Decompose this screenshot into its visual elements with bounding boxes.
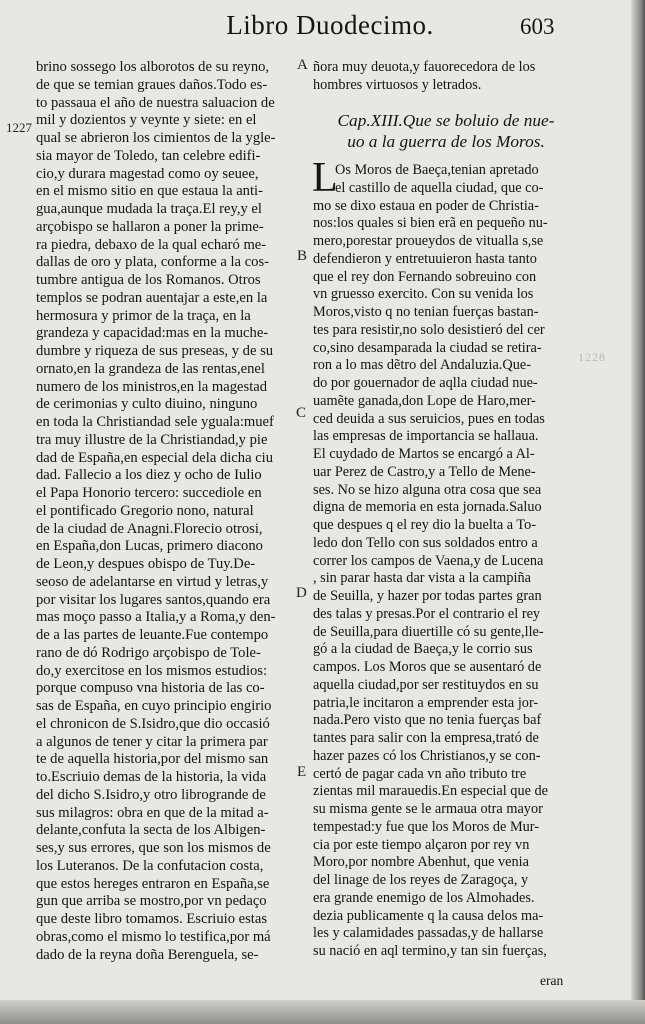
text-line: rano de dó Rodrigo arçobispo de Tole- bbox=[36, 644, 261, 661]
text-line: que despues q el rey dio la buelta a To- bbox=[313, 517, 537, 533]
text-line: por visitar los lugares santos,quando era bbox=[36, 591, 271, 608]
text-line: des talas y presas.Por el contrario el rey bbox=[313, 605, 541, 622]
text-line: en España,don Lucas, primero diacono bbox=[36, 538, 263, 555]
text-line: era grande enemigo de los Almohades. bbox=[313, 889, 535, 906]
text-line: dallas de oro y plata, conforme a la cos- bbox=[36, 254, 270, 271]
margin-marker-b: B bbox=[297, 248, 308, 264]
text-line: Moros,visto q no tenian fuerças bastan- bbox=[313, 304, 539, 320]
margin-marker-a: A bbox=[297, 57, 308, 73]
text-line: los Luteranos. De la confutacion costa, bbox=[36, 857, 264, 874]
text-line: su misma gente se le armaua otra mayor bbox=[313, 801, 543, 817]
page-edge-shadow bbox=[631, 0, 645, 1024]
text-line: su nació en aql termino,y tan sin fuerças, bbox=[313, 943, 547, 959]
text-line: las empresas de importancia se hallaua. bbox=[313, 428, 539, 445]
page-bottom-shadow bbox=[0, 1000, 645, 1024]
text-line: ses. No se hizo alguna otra cosa que sea bbox=[313, 481, 542, 498]
text-line: delante,confuta la secta de los Albigen- bbox=[36, 822, 266, 839]
text-line: ra piedra, debaxo de la qual echaró me- bbox=[36, 236, 267, 253]
text-line: el pontificado Gregorio nono, natural bbox=[36, 502, 254, 519]
text-line: de cerimonias y culto diuino, ninguno bbox=[36, 396, 258, 413]
text-line: en el mismo sitio en que estaua la anti- bbox=[36, 183, 263, 200]
text-line: digna de memoria en esta jornada.Saluo bbox=[313, 499, 542, 516]
text-line: do por gouernador de aqlla ciudad nue- bbox=[313, 375, 538, 391]
text-line: tempestad:y fue que los Moros de Mur- bbox=[313, 818, 540, 835]
text-line: dado de la reyna doña Berenguela, se- bbox=[36, 946, 259, 963]
text-line: defendieron y entretuuieron hasta tanto bbox=[313, 250, 537, 267]
text-line: mero,porestar proueydos de vitualla s,se bbox=[313, 233, 544, 249]
text-line: correr los campos de Vaena,y de Lucena bbox=[313, 552, 544, 569]
text-line: qual se abrieron los cimientos de la ygle- bbox=[36, 130, 276, 146]
text-line: dad. Fallecio a los diez y ocho de Iulio bbox=[36, 467, 262, 484]
text-line: hermosura y primor de la traça, en la bbox=[36, 307, 251, 324]
text-line: ses,y sus errores, que son los mismos de bbox=[36, 840, 271, 856]
text-line: obras,como el mismo lo testifica,por má bbox=[36, 928, 271, 945]
margin-marker-e: E bbox=[297, 764, 307, 780]
text-line: patria,le incitaron a emprender esta jor- bbox=[313, 694, 539, 711]
text-line: seoso de adelantarse en virtud y letras,y bbox=[36, 573, 269, 590]
text-line: vn gruesso exercito. Con su venida los bbox=[313, 286, 534, 303]
text-line: les y calamidades passadas,y de hallarse bbox=[313, 925, 544, 942]
running-title: Libro Duodecimo. bbox=[226, 10, 434, 40]
text-line: que estos hereges entraron en España,se bbox=[36, 875, 270, 892]
text-line: Os Moros de Baeça,tenian apretado bbox=[335, 162, 539, 178]
text-line: templos se podran auentajar a este,en la bbox=[36, 289, 268, 306]
text-line: el chronicon de S.Isidro,que dio occasió bbox=[36, 715, 270, 732]
chapter-heading bbox=[313, 110, 579, 152]
text-line: mil y dozientos y veynte y siete: en el bbox=[36, 112, 257, 129]
text-line: dad de España,en especial dela dicha ciu bbox=[36, 449, 274, 466]
bleed-through-text: 1228 bbox=[578, 350, 606, 364]
chapter-heading-line: Cap.XIII.Que se boluio de nue- bbox=[337, 111, 555, 130]
text-line: Moro,por nombre Abenhut, que venia bbox=[313, 854, 529, 871]
right-column-body bbox=[313, 162, 579, 961]
text-line: brino sossego los alborotos de su reyno, bbox=[36, 59, 270, 75]
text-line: , sin parar hasta dar vista a la campiña bbox=[313, 570, 531, 587]
left-column bbox=[36, 59, 290, 964]
text-line: numero de los ministros,en la magestad bbox=[36, 378, 268, 395]
text-line: tantes para salir con la empresa,trató de bbox=[313, 730, 539, 746]
page-number: 603 bbox=[520, 14, 555, 39]
text-line: uar Perez de Castro,y a Tello de Mene- bbox=[313, 463, 536, 480]
text-line: co,sino desamparada la ciudad se retira- bbox=[313, 339, 542, 356]
text-line: tumbre antigua de los Romanos. Otros bbox=[36, 272, 261, 288]
text-line: grandeza y capacidad:mas en la muche- bbox=[36, 325, 269, 342]
text-line: porque compuso vna historia de las co- bbox=[36, 680, 265, 697]
drop-capital: L bbox=[312, 155, 338, 201]
text-line: ñora muy deuota,y fauorecedora de los bbox=[313, 59, 536, 75]
text-line: El cuydado de Martos se encargó a Al- bbox=[313, 446, 535, 462]
margin-year: 1227 bbox=[6, 120, 32, 135]
text-line: de Seuilla, y hazer por todas partes gran bbox=[313, 588, 542, 604]
text-line: cia por este tiempo alçaron por rey vn bbox=[313, 836, 530, 853]
margin-marker-d: D bbox=[296, 585, 307, 601]
text-line: tes para resistir,no solo desistieró del cer bbox=[313, 321, 545, 338]
text-line: de Leon,y despues obispo de Tuy.De- bbox=[36, 556, 256, 572]
catchword: eran bbox=[540, 973, 564, 988]
text-line: del linage de los reyes de Zaragoça, y bbox=[313, 872, 529, 888]
text-line: cio,y durara magestad como oy seuee, bbox=[36, 165, 259, 182]
text-line: el Papa Honorio tercero: succediole en bbox=[36, 485, 262, 501]
text-line: de a las partes de leuante.Fue contempo bbox=[36, 627, 269, 643]
text-line: de Seuilla,para diuertille có su gente,lle- bbox=[313, 623, 544, 640]
text-line: de la ciudad de Anagni.Florecio otrosi, bbox=[36, 520, 263, 537]
text-line: uamẽte ganada,don Lope de Haro,mer- bbox=[313, 392, 536, 409]
text-line: dezia publicamente q la causa delos ma- bbox=[313, 907, 544, 924]
text-line: ced deuida a sus seruicios, pues en todas bbox=[313, 410, 545, 427]
text-line: certó de pagar cada vn año tributo tre bbox=[313, 765, 527, 782]
text-line: mas moço passo a Italia,y a Roma,y den- bbox=[36, 609, 276, 626]
text-line: to passaua el año de nuestra saluacion de bbox=[36, 94, 275, 111]
text-line: ledo don Tello con sus soldados entro a bbox=[313, 534, 538, 551]
text-line: sus milagros: obra en que de la mitad a- bbox=[36, 804, 269, 821]
text-line: to.Escriuio demas de la historia, la vida bbox=[36, 769, 267, 785]
text-line: ornato,en la grandeza de las rentas,enel bbox=[36, 360, 265, 377]
text-line: do,y exercitose en los mismos estudios: bbox=[36, 662, 268, 679]
text-line: dumbre y riqueza de sus preseas, y de su bbox=[36, 343, 274, 359]
text-line: del dicho S.Isidro,y otro librogrande de bbox=[36, 786, 266, 803]
text-line: tra muy illustre de la Christiandad,y pie bbox=[36, 431, 268, 448]
text-line: ron a lo mas dẽtro del Andaluzia.Que- bbox=[313, 357, 531, 374]
text-line: de que se temian graues daños.Todo es- bbox=[36, 76, 268, 93]
text-line: en toda la Christiandad sele yguala:muef bbox=[36, 414, 274, 430]
text-line: gó a la ciudad de Baeça,y le corrio sus bbox=[313, 641, 533, 658]
text-line: te de aquella historia,por del mismo san bbox=[36, 751, 269, 768]
text-line: gun que arriba se mostro,por vn pedaço bbox=[36, 893, 267, 910]
text-line: aquella ciudad,por ser restituydos en su bbox=[313, 676, 539, 693]
text-line: campos. Los Moros que se ausentaró de bbox=[313, 659, 542, 675]
text-line: hazer pazes có los Christianos,y se con- bbox=[313, 747, 541, 764]
right-column-top bbox=[313, 59, 579, 95]
text-line: que deste libro tomamos. Escriuio estas bbox=[36, 911, 268, 927]
text-line: el castillo de aquella ciudad, que co- bbox=[335, 179, 544, 196]
text-line: sas de España, en cuyo principio engirio bbox=[36, 698, 272, 714]
text-line: nada.Pero visto que no tenia fuerças baf bbox=[313, 712, 542, 729]
text-line: a algunos de tener y citar la primera par bbox=[36, 733, 268, 750]
text-line: mo se dixo estaua en poder de Christia- bbox=[313, 197, 539, 214]
text-line: hombres virtuosos y letrados. bbox=[313, 76, 482, 93]
text-line: nos:los quales si bien erã en pequeño nu- bbox=[313, 215, 548, 232]
chapter-heading-line: uo a la guerra de los Moros. bbox=[347, 132, 545, 151]
text-line: que el rey don Fernando sobreuino con bbox=[313, 268, 537, 285]
text-line: arçobispo se hallaron a poner la prime- bbox=[36, 218, 264, 235]
text-line: sia mayor de Toledo, tan celebre edifi- bbox=[36, 147, 261, 164]
text-line: zientas mil marauedis.En especial que de bbox=[313, 783, 549, 800]
margin-marker-c: C bbox=[296, 405, 307, 421]
text-line: gua,aunque mudada la traça.El rey,y el bbox=[36, 201, 262, 217]
